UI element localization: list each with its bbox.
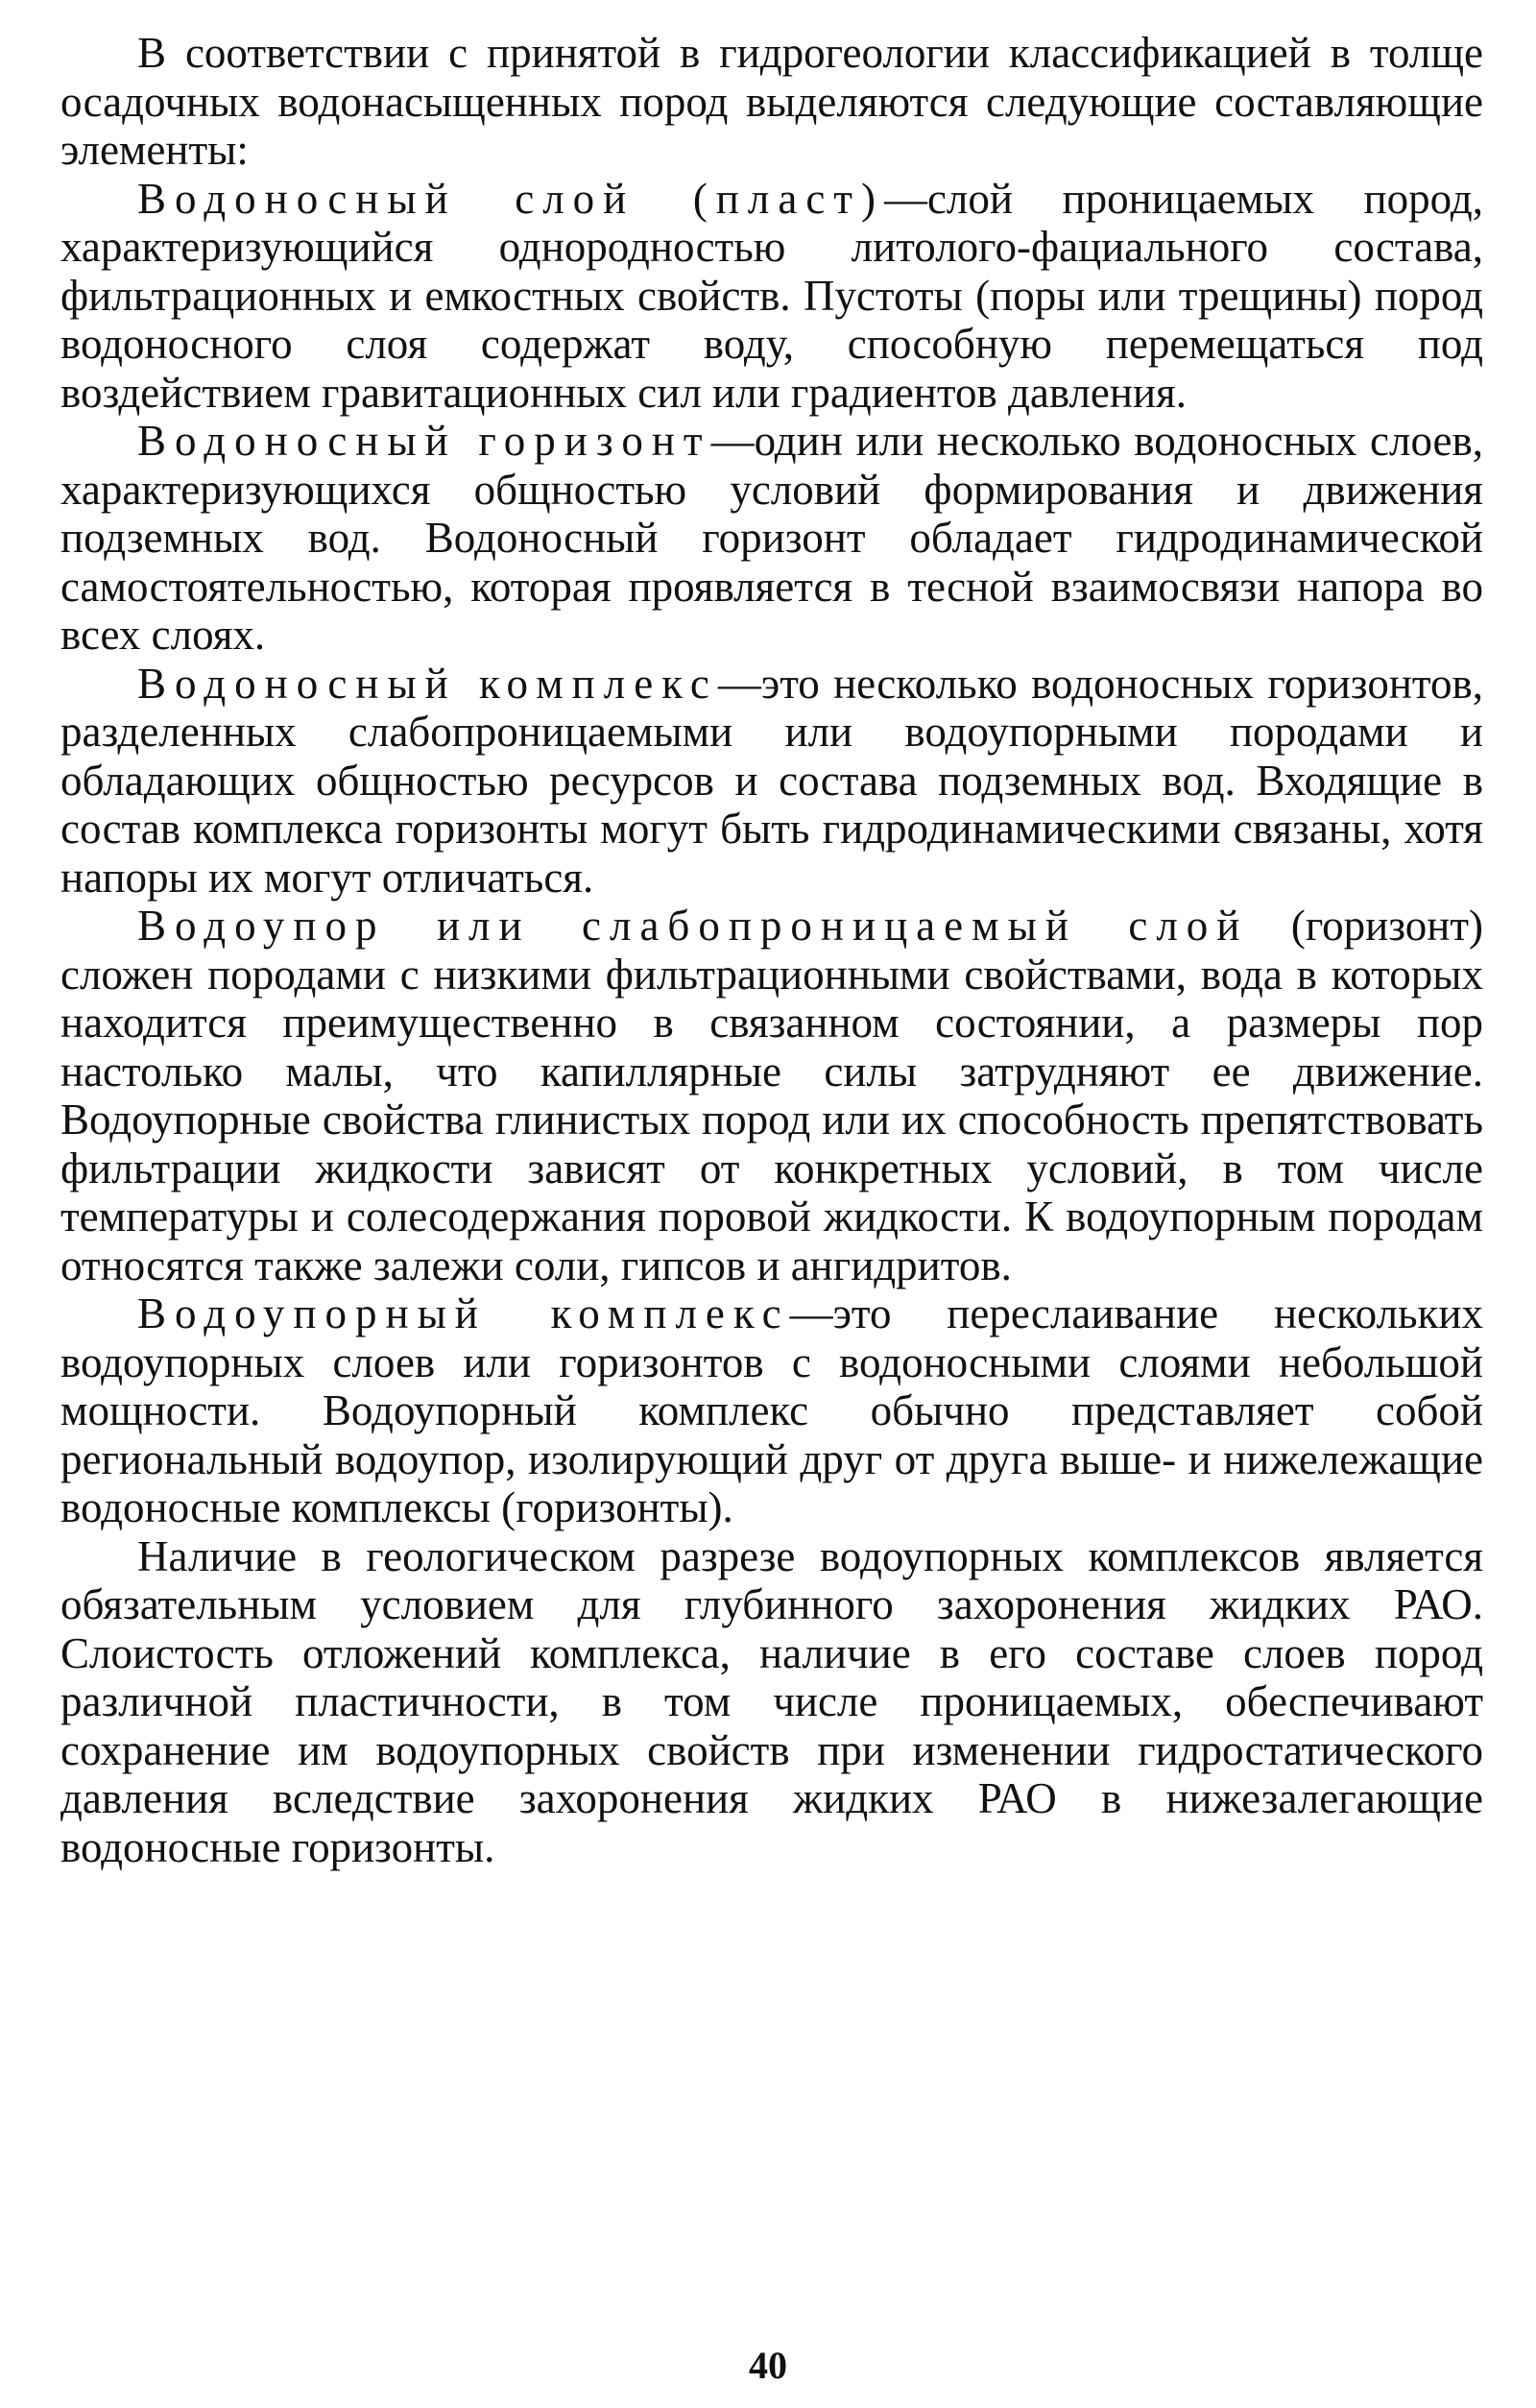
paragraph-conclusion-text: Наличие в геологическом разрезе водоупорных комплексов является обязательным условием для глубинного захоронения жидких РАО. Слоистость отложений комплекса, наличие в его составе слоев пород различной пластичности, в том числе проницаемых, обеспечивают сохранение им водоупорных свойств при изменении гидростатического давления вследствие захоронения жидких РАО в нижезалегающие водоносные горизонты. bbox=[60, 1531, 1483, 1871]
paragraph-conclusion bbox=[60, 1532, 1483, 1872]
term-aquifer-layer: Водоносный слой (пласт) bbox=[137, 174, 884, 223]
definition-aquifer-horizon: —один или несколько водоносных слоев, характеризующихся общностью условий формирования и движения подземных вод. Водоносный горизонт обладает гидродинамической самостоятельностью, которая проявляется в тесной взаимосвязи напора во всех слоях. bbox=[60, 417, 1483, 659]
definition-aquitard: (горизонт) сложен породами с низкими фильтрационными свойствами, вода в которых находится преимущественно в связанном состоянии, а размеры пор настолько малы, что капиллярные силы затрудняют ее движение. Водоупорные свойства глинистых пород или их способность препятствовать фильтрации жидкости зависят от конкретных условий, в том числе температуры и солесодержания поровой жидкости. К водоупорным породам относятся также залежи соли, гипсов и ангидритов. bbox=[60, 902, 1483, 1289]
page-text-block bbox=[60, 29, 1483, 1871]
term-aquitard: Водоупор или слабопроницаемый слой bbox=[137, 902, 1249, 950]
definition-aquifer-layer: —слой проницаемых пород, характеризующийся однородностью литолого-фациального состава, фильтрационных и емкостных свойств. Пустоты (поры или трещины) пород водоносного слоя содержат воду, способную перемещаться под воздействием гравитационных сил или градиентов давления. bbox=[60, 174, 1483, 417]
definition-aquifer-complex: —это несколько водоносных горизонтов, разделенных слабопроницаемыми или водоупорными породами и обладающих общностью ресурсов и состава подземных вод. Входящие в состав комплекса горизонты могут быть гидродинамическими связаны, хотя напоры их могут отличаться. bbox=[60, 659, 1483, 902]
paragraph-aquitard bbox=[60, 902, 1483, 1289]
term-aquifer-horizon: Водоносный горизонт bbox=[137, 417, 711, 465]
paragraph-aquifer-layer bbox=[60, 175, 1483, 418]
paragraph-aquifer-complex bbox=[60, 660, 1483, 903]
term-aquitard-complex: Водоупорный комплекс bbox=[137, 1289, 790, 1337]
paragraph-aquifer-horizon bbox=[60, 417, 1483, 660]
paragraph-intro bbox=[60, 29, 1483, 175]
paragraph-aquitard-complex bbox=[60, 1289, 1483, 1532]
paragraph-intro-text: В соответствии с принятой в гидрогеологии классификацией в толще осадочных водонасыщенных пород выделяются следующие составляющие элементы: bbox=[60, 29, 1483, 174]
term-aquifer-complex: Водоносный комплекс bbox=[137, 659, 718, 708]
page-number: 40 bbox=[749, 2344, 787, 2387]
definition-aquitard-complex: —это переслаивание нескольких водоупорных слоев или горизонтов с водоносными слоями небольшой мощности. Водоупорный комплекс обычно представляет собой региональный водоупор, изолирующий друг от друга выше- и нижележащие водоносные комплексы (горизонты). bbox=[60, 1289, 1483, 1531]
